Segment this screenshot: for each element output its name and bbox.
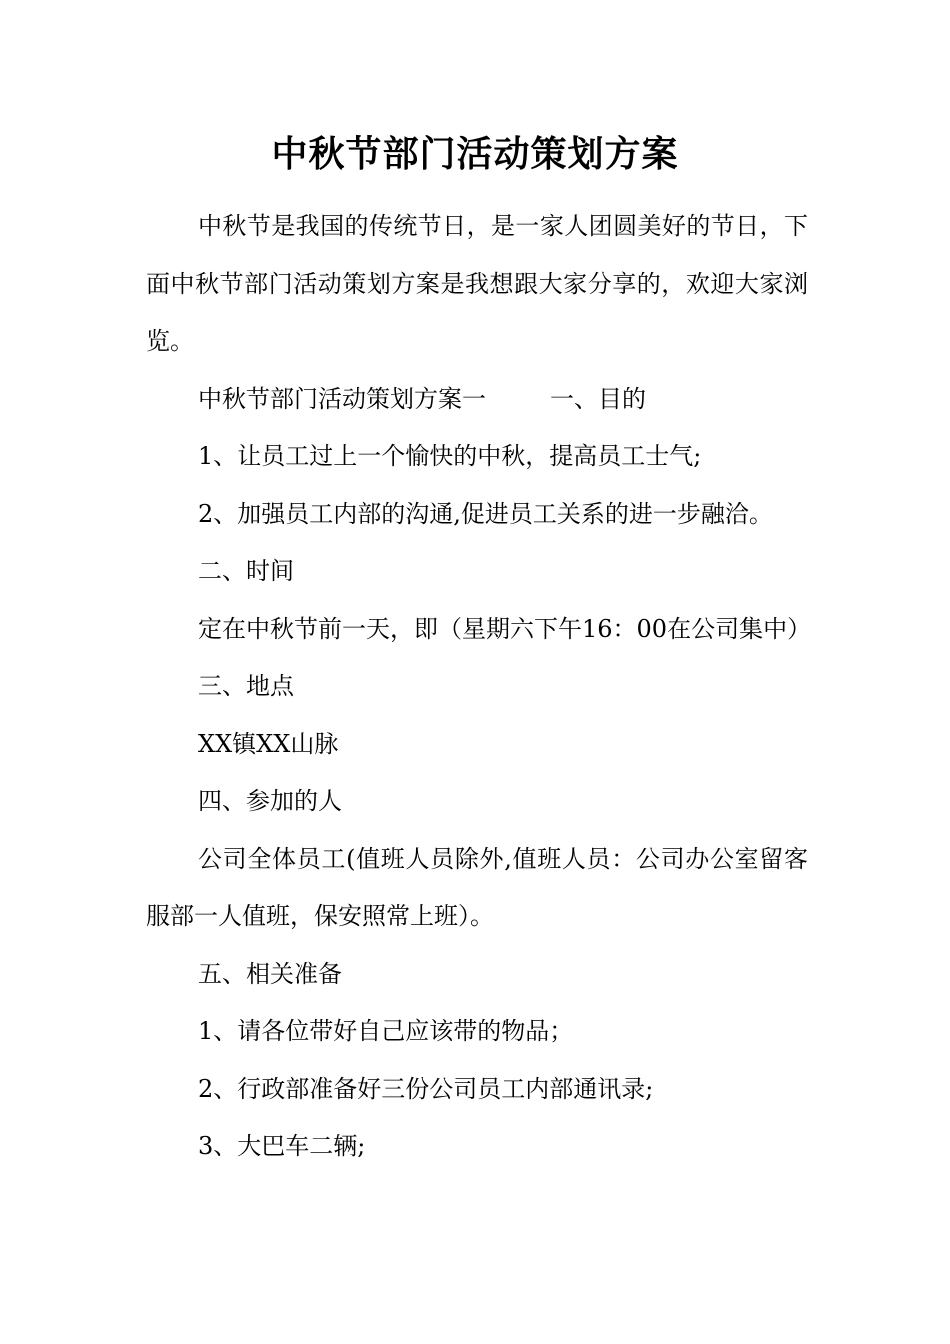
section-location-heading: 三、地点 bbox=[198, 672, 294, 700]
intro-paragraph: 中秋节是我国的传统节日，是一家人团圆美好的节日，下面中秋节部门活动策划方案是我想跟大家分享的，欢迎大家浏览。 bbox=[146, 212, 808, 355]
location-paragraph: XX镇XX山脉 bbox=[198, 729, 339, 758]
document-title: 中秋节部门活动策划方案 bbox=[271, 133, 679, 175]
preparation-item-2: 2、行政部准备好三份公司员工内部通讯录; bbox=[198, 1074, 654, 1103]
participants-paragraph: 公司全体员工(值班人员除外,值班人员：公司办公室留客服部一人值班，保安照常上班）。 bbox=[146, 844, 808, 930]
section-preparation-heading: 五、相关准备 bbox=[198, 959, 342, 988]
section-purpose-heading: 一、目的 bbox=[550, 384, 646, 413]
section-participants-heading: 四、参加的人 bbox=[198, 787, 342, 815]
purpose-item-1: 1、让员工过上一个愉快的中秋，提高员工士气; bbox=[198, 442, 702, 470]
plan-one-line bbox=[146, 371, 808, 429]
section-time-heading: 二、时间 bbox=[198, 557, 294, 585]
plan-one-heading: 中秋节部门活动策划方案一 bbox=[198, 384, 486, 413]
preparation-item-3: 3、大巴车二辆; bbox=[198, 1132, 366, 1160]
preparation-item-1: 1、请各位带好自己应该带的物品； bbox=[198, 1017, 574, 1045]
document-body bbox=[146, 198, 812, 1176]
time-paragraph: 定在中秋节前一天，即（星期六下午16：00在公司集中） bbox=[198, 614, 812, 643]
purpose-item-2: 2、加强员工内部的沟通,促进员工关系的进一步融洽。 bbox=[198, 499, 773, 528]
